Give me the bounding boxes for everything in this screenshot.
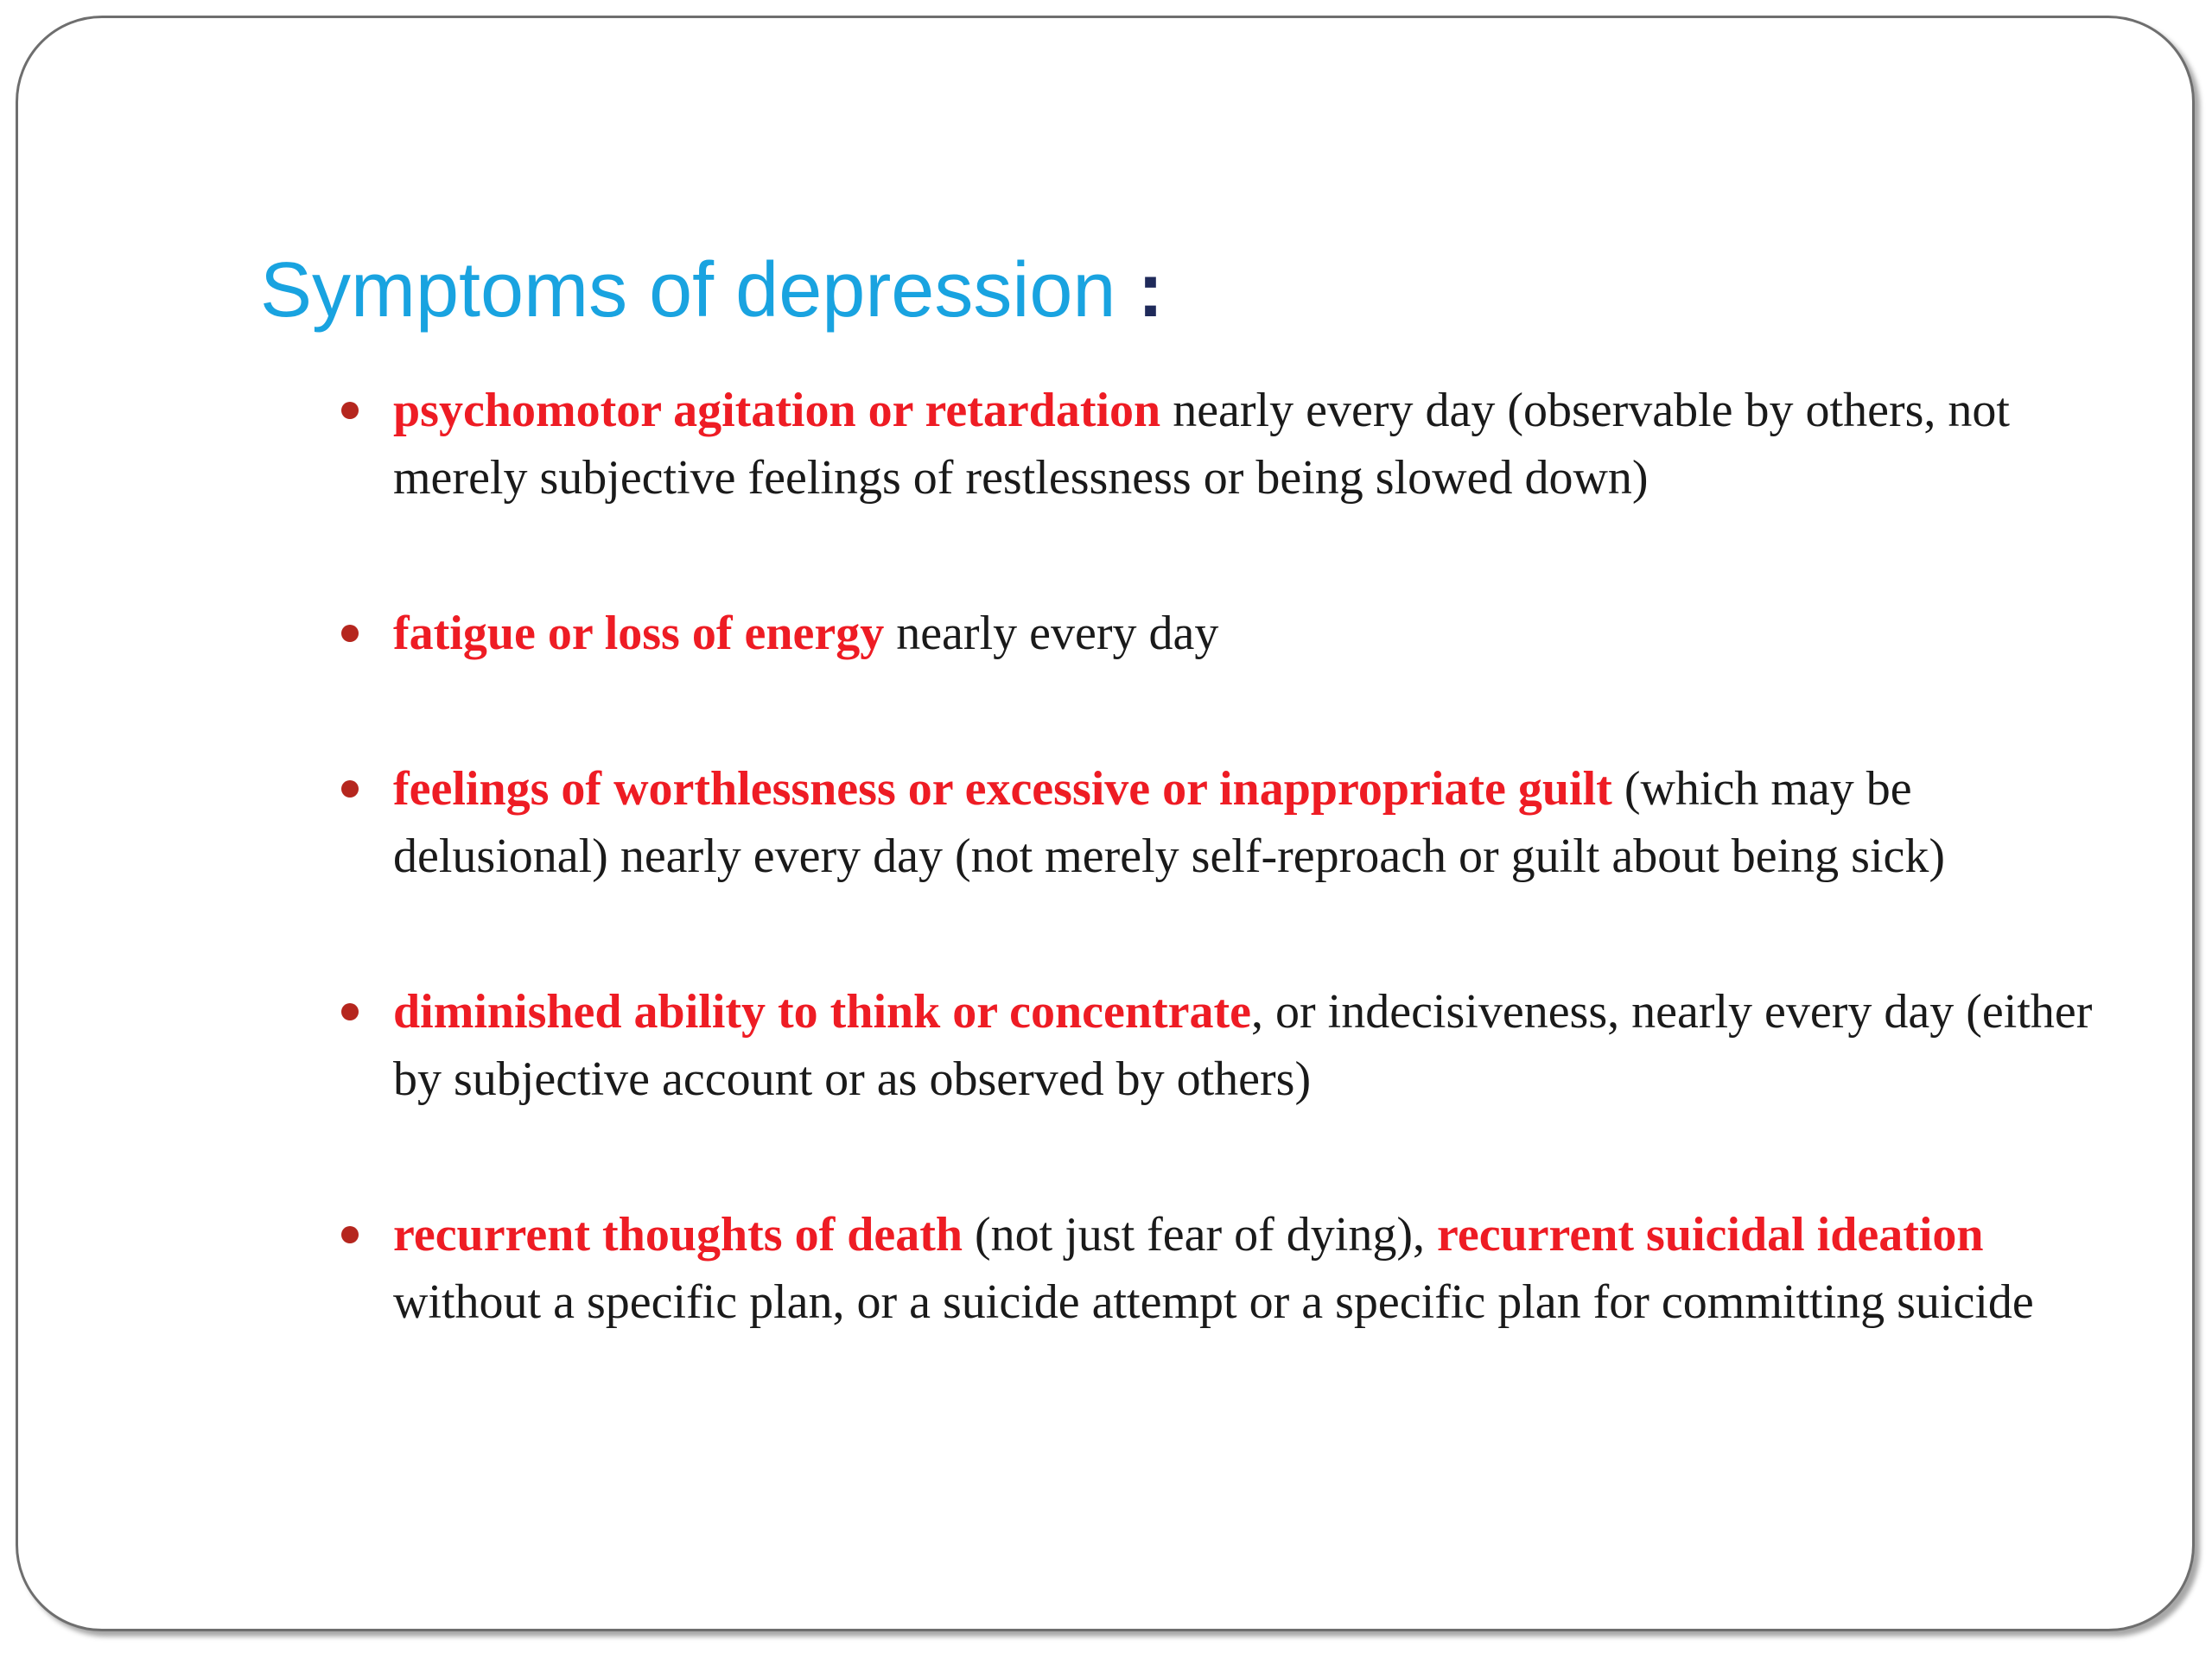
symptom-emphasis: recurrent thoughts of death <box>393 1208 963 1262</box>
symptom-emphasis: feelings of worthlessness or excessive or inappropriate guilt <box>393 762 1612 816</box>
symptom-list <box>338 377 2118 1336</box>
slide-frame <box>16 16 2195 1631</box>
bullet-dot-icon <box>341 402 359 419</box>
symptom-emphasis: fatigue or loss of energy <box>393 607 885 660</box>
bullet-dot-icon <box>341 1003 359 1020</box>
symptom-item-death-thoughts <box>338 1201 2118 1336</box>
symptom-item-worthlessness <box>338 755 2118 890</box>
symptom-emphasis: diminished ability to think or concentrate <box>393 985 1252 1039</box>
symptom-text: without a specific plan, or a suicide attempt or a specific plan for committing suicide <box>393 1275 2034 1329</box>
symptom-text: nearly every day (observable by others, not merely subjective feelings of restlessness or being slowed down) <box>393 384 2010 505</box>
symptom-text: , or indecisiveness, nearly every day (either by subjective account or as observed by others) <box>393 985 2093 1106</box>
symptom-emphasis: recurrent suicidal ideation <box>1437 1208 1984 1262</box>
symptom-text: (not just fear of dying), <box>963 1208 1437 1262</box>
symptom-item-psychomotor <box>338 377 2118 512</box>
slide-title-colon: : <box>1116 247 1164 334</box>
symptom-item-fatigue <box>338 600 2118 667</box>
bullet-dot-icon <box>341 780 359 798</box>
symptom-item-concentration <box>338 978 2118 1113</box>
bullet-dot-icon <box>341 1226 359 1243</box>
symptom-text: nearly every day <box>884 607 1219 660</box>
symptom-text: (which may be delusional) nearly every day (not merely self-reproach or guilt about being sick) <box>393 762 1946 883</box>
bullet-dot-icon <box>341 625 359 642</box>
slide-title <box>260 243 1163 338</box>
symptom-emphasis: psychomotor agitation or retardation <box>393 384 1161 437</box>
slide-title-text: Symptoms of depression <box>260 247 1116 334</box>
